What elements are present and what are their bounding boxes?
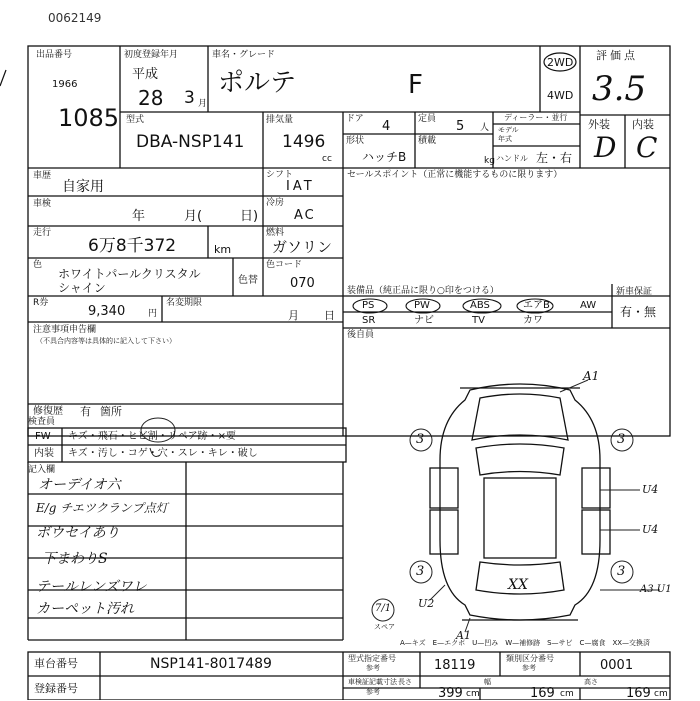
inspection-year: 年 [132,209,146,224]
top-code: 0062149 [48,11,102,25]
shift-label: シフト [266,170,294,180]
car-name-label: 車名・グレード [212,50,276,60]
dims-length: 399 [438,686,463,701]
fuel-value: ガソリン [272,238,333,256]
mileage-value: 6万8千372 [88,236,177,256]
chassis-label: 車台番号 [34,657,78,670]
model-no-label: 型式指定番号 [348,654,396,663]
model-no-sub: 参考 [366,664,380,672]
damage-mark: A3 U1 [640,584,672,595]
car-name: ポルテ [218,68,297,98]
mileage-unit: km [214,243,232,256]
load-label: 積載 [418,136,437,146]
remark-line: テールレンズワレ [36,579,147,595]
inspection-label: 車検 [33,199,52,209]
name-change-month: 月 [288,309,299,322]
color-line1: ホワイトパールクリスタル [58,267,201,281]
model-year-label1: モデル [498,126,519,134]
inspection-month: 月( [184,209,203,224]
remark-line: カーペット汚れ [36,601,134,617]
lot-label: 出品番号 [36,50,73,60]
color-line2: シャイン [58,281,106,295]
first-reg-month: 3 [184,88,195,108]
notes-label: 注意事項申告欄 [33,325,97,335]
check-row2: キズ・汚し・コゲ・穴・スレ・キレ・破し [68,448,258,459]
model-year-label2: 年式 [498,135,512,143]
spare-label: スペア [374,623,395,631]
repair-suffix: 箇所 [100,405,122,418]
new-car-warranty-value: 有・無 [620,305,657,319]
door-label: ドア [346,114,364,124]
ac-value: AC [294,208,316,223]
spare-mark: 7/1 [375,603,392,614]
dims-width-label: 幅 [484,678,491,686]
usage-label: 車歴 [33,171,52,181]
ac-label: 冷房 [266,198,285,208]
first-reg-year: 28 [138,86,164,110]
door-value: 4 [382,119,391,134]
model-value: DBA-NSP141 [136,132,245,152]
score-label: 評価点 [596,49,638,62]
remark-line: ボウセイあり [36,525,120,541]
shift-value: IAT [286,179,315,194]
class-no-label: 類別区分番号 [506,654,554,663]
interior-value: C [636,131,658,164]
name-change-label: 名変期限 [166,298,203,308]
dims-height-unit: cm [654,689,668,699]
handle-value: 左・右 [536,151,573,165]
damage-mark: U2 [418,597,435,610]
displacement-label: 排気量 [266,115,294,125]
equipment-label: 装備品（純正品に限り○印をつける） [347,286,499,296]
class-no-value: 0001 [600,658,634,673]
name-change-day: 日 [324,309,335,322]
remark-line: オーデイオ六 [38,477,121,493]
lot-small: 1966 [52,79,78,90]
exterior-value: D [594,131,617,164]
dims-height: 169 [626,686,651,701]
capacity-value: 5 [456,119,465,134]
handle-label: ハンドル [496,154,528,163]
equipment-navi: ナビ [414,315,434,326]
load-unit: kg [484,156,495,166]
model-label: 型式 [126,115,145,125]
legend: A—キズ E—エクボ U—凹み W—補修跡 S—サビ C—腐食 XX—交換済 [400,639,651,647]
capacity-unit: 人 [480,123,490,133]
equipment-aw: AW [580,300,597,311]
dims-sub: 参考 [366,688,380,696]
class-no-sub: 参考 [522,664,536,672]
inspection-day: 日) [240,209,259,224]
model-no-value: 18119 [434,658,476,673]
first-reg-era: 平成 [132,67,159,82]
check-label: 検査員 [28,417,56,427]
body-shape-value: ハッチB [362,150,407,164]
mileage-label: 走行 [33,228,52,238]
damage-mark: U4 [642,523,659,536]
score-value: 3.5 [592,69,647,109]
equipment-leather: カワ [523,315,543,326]
tire-mark: 3 [617,564,626,579]
damage-mark: A1 [456,629,471,642]
remarks-label: 記入欄 [28,465,56,475]
car-grade: F [408,70,423,100]
usage-value: 自家用 [62,179,104,195]
recycle-unit: 円 [148,309,158,319]
dims-width: 169 [530,686,555,701]
exterior-label: 外装 [588,118,610,131]
recycle-label: R券 [33,298,49,308]
equipment-ps: PS [362,300,375,311]
tire-mark: 3 [416,432,425,447]
tire-mark: 3 [617,432,626,447]
tire-mark: 3 [416,564,425,579]
remark-line: 下まわりS [42,551,108,567]
check-row1: キズ・飛石・ヒビ割・リペア跡・×要 [68,431,236,442]
repair-label: 修復歴 [33,406,63,417]
dims-length-unit: cm [466,689,480,699]
capacity-label: 定員 [418,114,437,124]
displacement-unit: cc [322,154,332,164]
equipment-sr: SR [362,315,376,326]
interior-label: 内装 [632,118,654,131]
first-reg-label: 初度登録年月 [124,50,179,60]
damage-mark: A1 [583,369,600,383]
equipment-airbag: エアB [523,300,550,311]
rear-seat-label: 後自員 [347,330,375,340]
dealer-label: ディーラー・並行 [504,113,568,122]
remark-line: E/g チエツクランプ点灯 [36,501,168,515]
repair-value: 有 [80,405,91,418]
sales-point-label: セールスポイント（正常に機能するものに限ります） [347,170,563,180]
drive-4wd: 4WD [547,89,574,102]
color-label: 色 [33,260,43,270]
drive-2wd: 2WD [547,56,574,69]
first-reg-month-unit: 月 [198,99,208,109]
check-row2-head: 内装 [34,448,54,459]
color-code-label: 色コード [266,260,303,270]
equipment-tv: TV [472,315,485,326]
damage-mark: U4 [642,483,659,496]
equipment-abs: ABS [470,300,490,311]
dims-height-label: 高さ [584,678,598,686]
fuel-label: 燃料 [266,228,285,238]
reg-no-label: 登録番号 [34,682,78,695]
dims-label: 車検証記載寸法 [348,678,397,686]
recycle-value: 9,340 [88,304,126,319]
chassis-value: NSP141-8017489 [150,656,272,672]
color-code: 070 [290,276,315,291]
displacement-value: 1496 [282,132,326,152]
dims-length-label: 長さ [398,678,412,686]
new-car-warranty-label: 新車保証 [616,287,653,297]
lot-number: 1085 [58,104,120,132]
notes-hint: （不具合内容等は具体的に記入して下さい） [36,337,176,345]
body-shape-label: 形状 [346,136,365,146]
damage-mark: XX [508,577,528,593]
equipment-pw: PW [414,300,430,311]
check-row1-head: FW [35,431,51,442]
color-change: 色替 [238,275,258,286]
dims-width-unit: cm [560,689,574,699]
